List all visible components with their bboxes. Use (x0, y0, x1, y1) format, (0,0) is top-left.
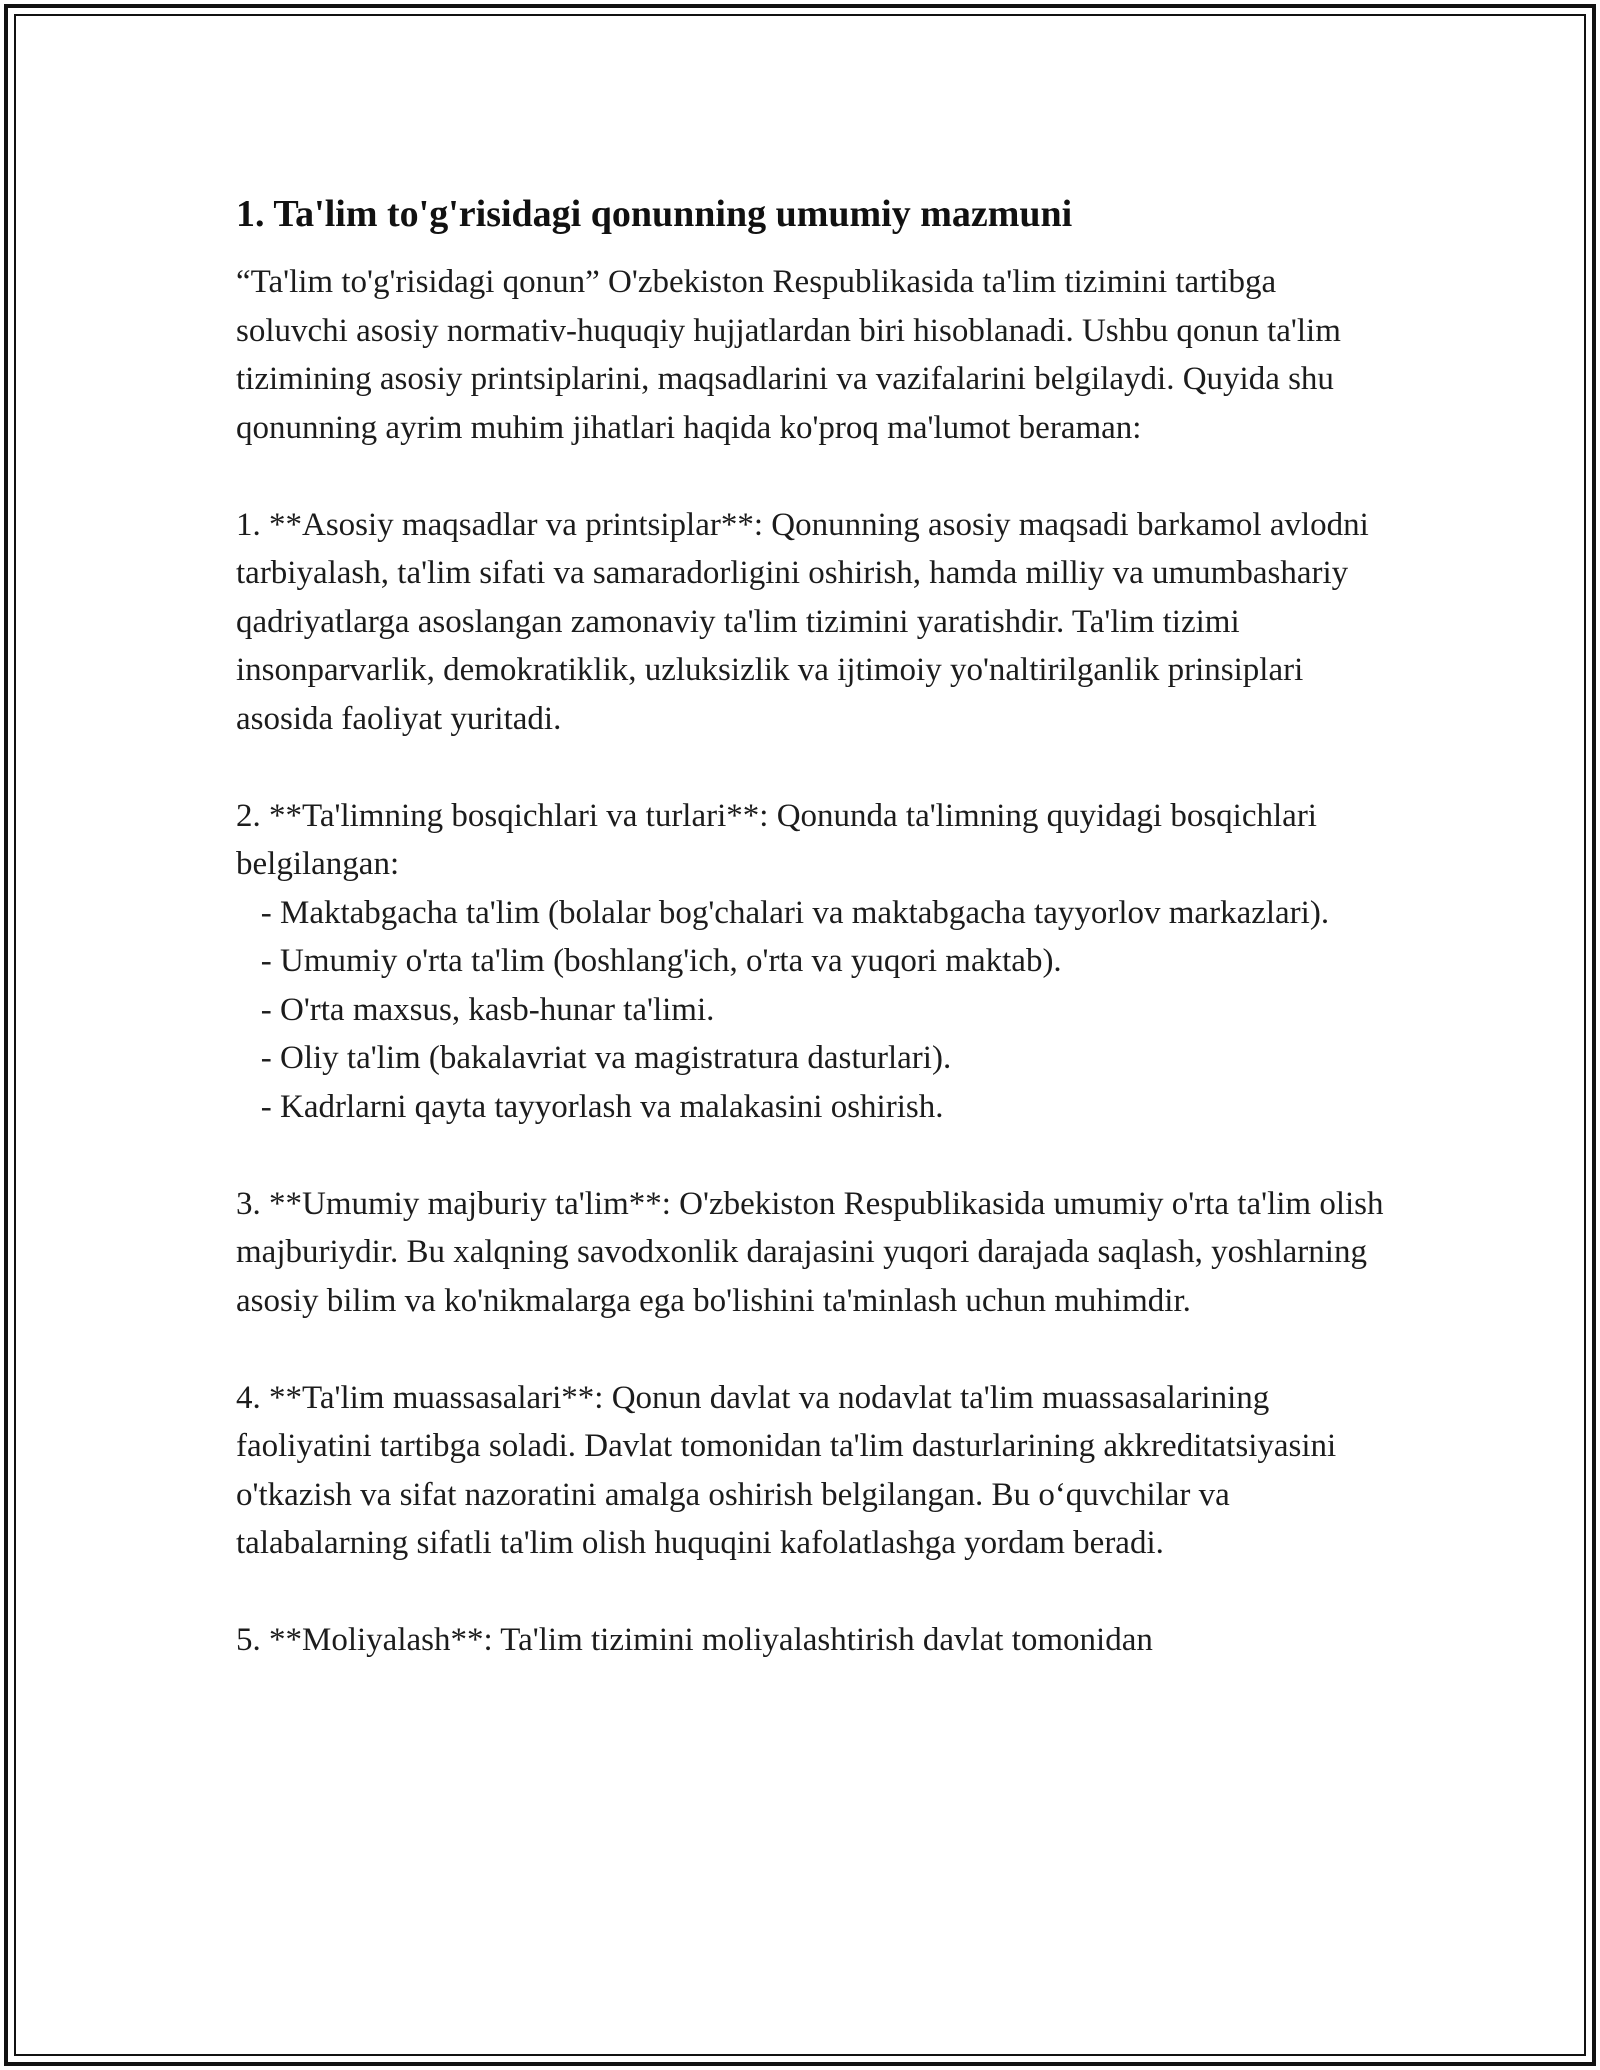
section-2-paragraph: 2. **Ta'limning bosqichlari va turlari**: Qonunda ta'limning quyidagi bosqichlari belgilangan: - Maktabgacha ta'lim (bolalar bog'chalari va maktabgacha tayyorlov markazlari). - Umumiy o'rta ta'lim (boshlang'ich, o'rta va yuqori maktab). - O'rta maxsus, kasb-hunar ta'limi. - Oliy ta'lim (bakalavriat va magistratura dasturlari). - Kadrlarni qayta tayyorlash va malakasini oshirish. (236, 797, 1330, 1125)
document-body (236, 188, 1396, 1665)
section-5-paragraph: 5. **Moliyalash**: Ta'lim tizimini moliyalashtirish davlat tomonidan (236, 1622, 1153, 1658)
section-1-paragraph: 1. **Asosiy maqsadlar va printsiplar**: Qonunning asosiy maqsadi barkamol avlodni tarbiyalash, ta'lim sifati va samaradorligini oshirish, hamda milliy va umumbashariy qadriyatlarga asoslangan zamonaviy ta'lim tizimini yaratishdir. Ta'lim tizimi insonparvarlik, demokratiklik, uzluksizlik va ijtimoiy yo'naltirilganlik prinsiplari asosida faoliyat yuritadi. (236, 506, 1378, 737)
intro-paragraph: “Ta'lim to'g'risidagi qonun” O'zbekiston Respublikasida ta'lim tizimini tartibga soluvchi asosiy normativ-huquqiy hujjatlardan biri hisoblanadi. Ushbu qonun ta'lim tizimining asosiy printsiplarini, maqsadlarini va vazifalarini belgilaydi. Quyida shu qonunning ayrim muhim jihatlari haqida ko'proq ma'lumot beraman: (236, 264, 1350, 446)
section-3-paragraph: 3. **Umumiy majburiy ta'lim**: O'zbekiston Respublikasida umumiy o'rta ta'lim olish majburiydir. Bu xalqning savodxonlik darajasini yuqori darajada saqlash, yoshlarning asosiy bilim va ko'nikmalarga ega bo'lishini ta'minlash uchun muhimdir. (236, 1185, 1392, 1319)
document-title: 1. Ta'lim to'g'risidagi qonunning umumiy mazmuni (236, 193, 1073, 235)
section-4-paragraph: 4. **Ta'lim muassasalari**: Qonun davlat va nodavlat ta'lim muassasalarining faoliyatini tartibga soladi. Davlat tomonidan ta'lim dasturlarining akkreditatsiyasini o'tkazish va sifat nazoratini amalga oshirish belgilangan. Bu o‘quvchilar va talabalarning sifatli ta'lim olish huquqini kafolatlashga yordam beradi. (236, 1379, 1345, 1561)
